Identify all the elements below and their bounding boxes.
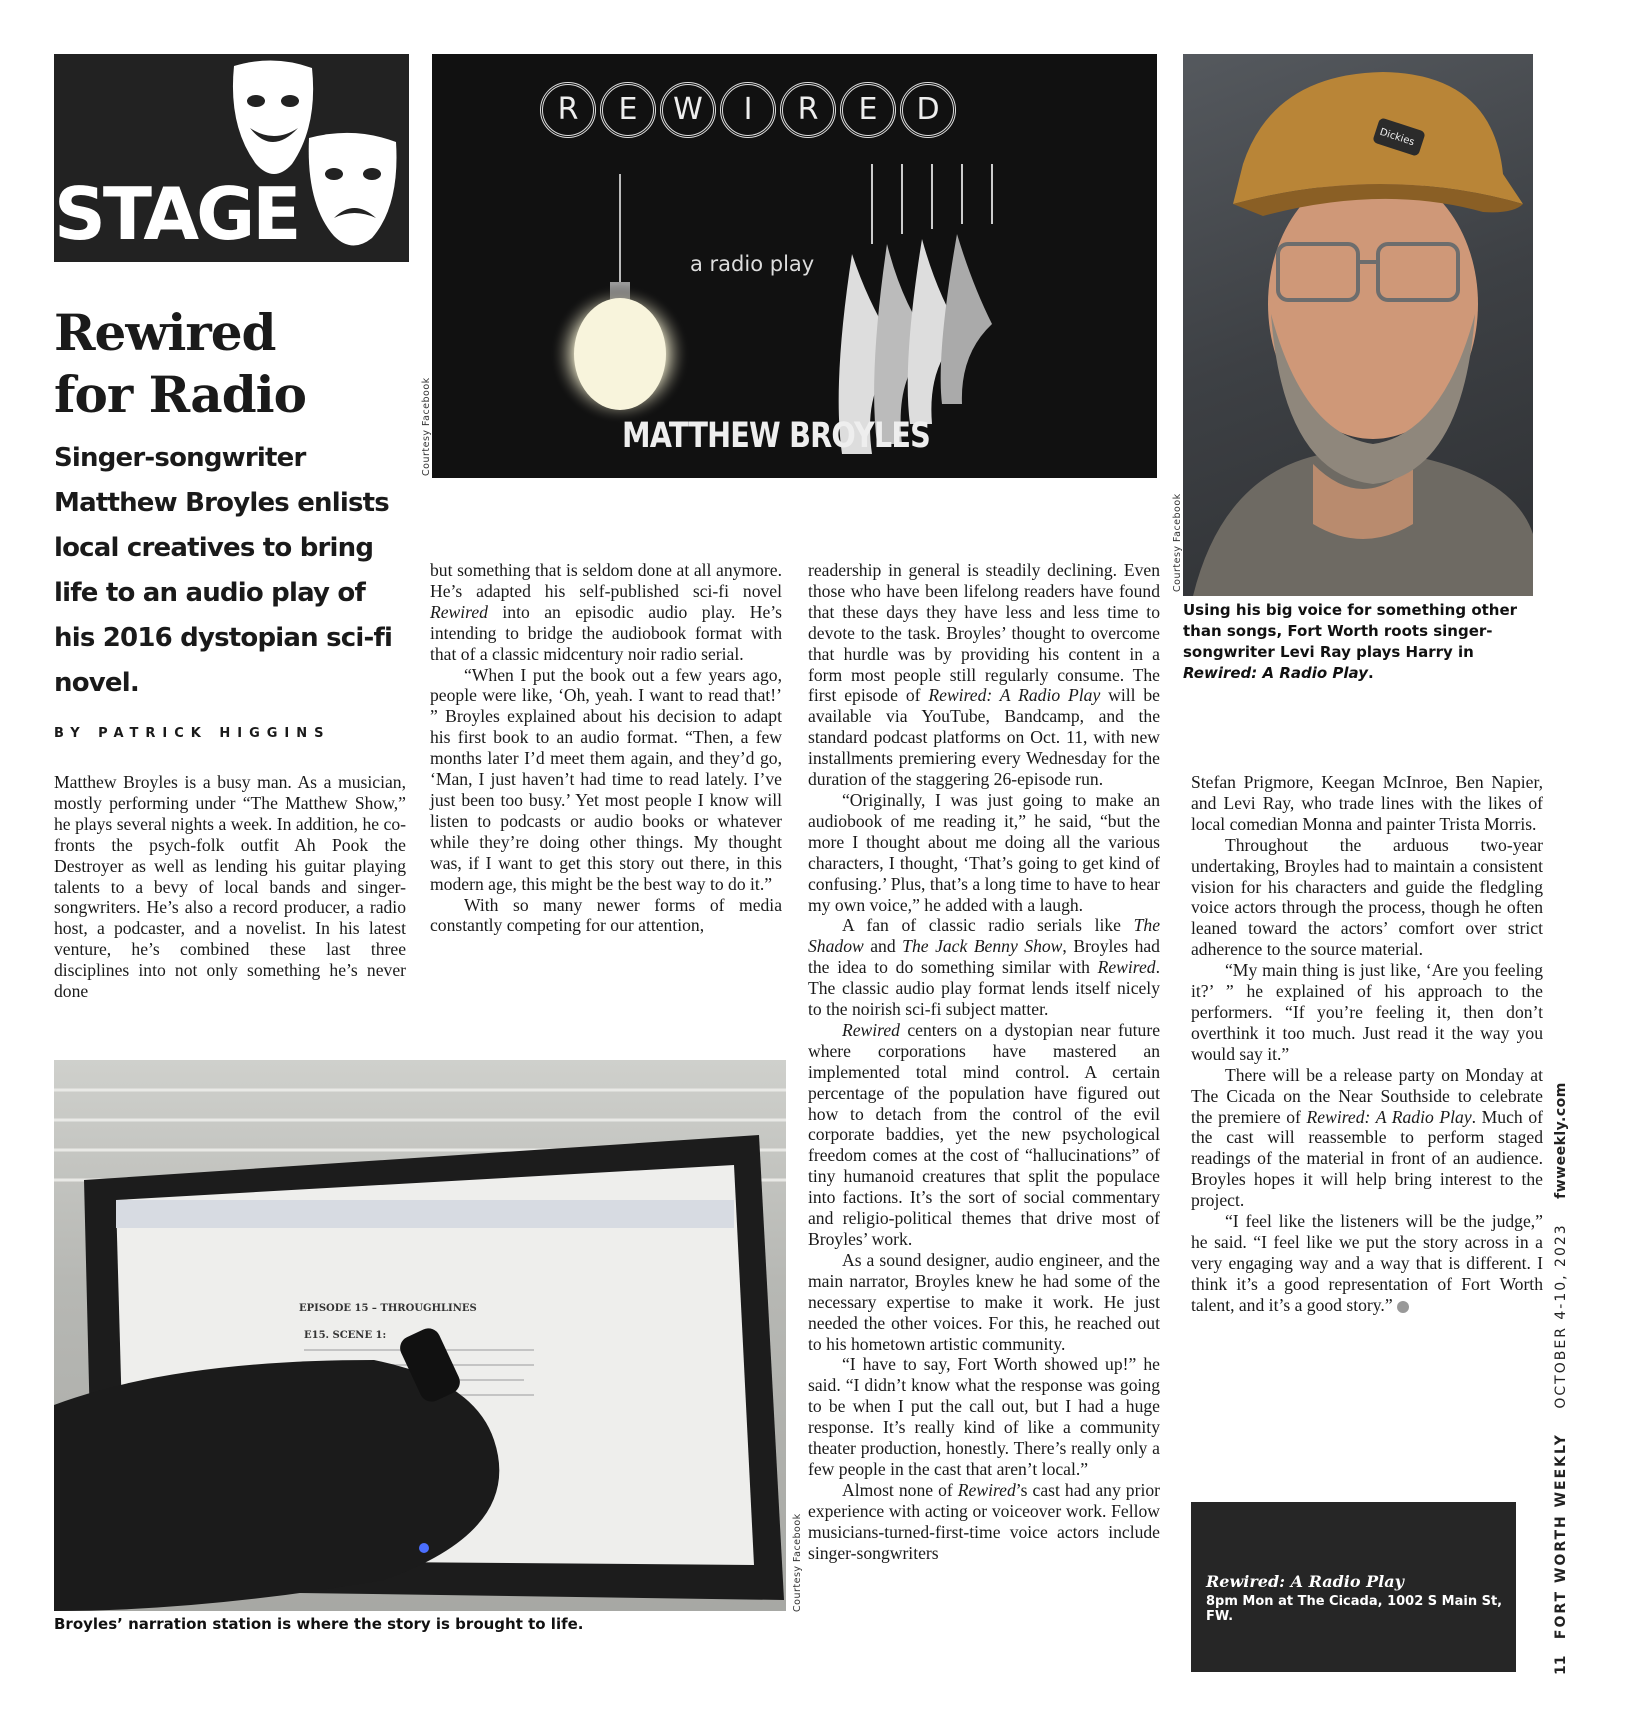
poster-image <box>432 54 1157 478</box>
infobox-details: 8pm Mon at The Cicada, 1002 S Main St, FW. <box>1206 1594 1503 1624</box>
paragraph: Stefan Prigmore, Keegan McInroe, Ben Napier, and Levi Ray, who trade lines with the likes of local comedian Monna and painter Trista Morris. <box>1191 772 1543 834</box>
website-url: fwweekly.com <box>1553 1082 1569 1199</box>
text-run: readership in general is steadily declining. Even those who have been lifelong readers have found that these days they have less and less time to devote to the task. Broyles’ thought to overcome that hurdle was by providing his content in a form most people still regularly consume. The first episode of <box>808 560 1160 706</box>
paragraph: “I have to say, Fort Worth showed up!” he said. “I didn’t know what the response was going to be when I put the call out, but I had a huge response. It’s really kind of like a community theater production, honestly. There’s really only a few people in the cast that aren’t local.” <box>808 1354 1160 1479</box>
poster-letter: W <box>660 82 716 138</box>
portrait-photo <box>1183 54 1533 596</box>
poster-letter: I <box>720 82 776 138</box>
title-run: The Jack Benny Show <box>902 936 1063 957</box>
title-run: Rewired <box>430 601 488 622</box>
paragraph: Matthew Broyles is a busy man. As a musician, mostly performing under “The Matthew Show,” he plays several nights a week. In addition, he co-fronts the psych-folk outfit Ah Pook the Destroyer as well as lending his guitar playing talents to a bevy of local bands and singer-songwriters. He’s also a record producer, a radio host, a podcaster, and a novelist. In his latest venture, he’s combined these last three disciplines into not only something he’s never done <box>54 772 406 1002</box>
text-run: There will be a release party on Monday at The Cicada on the Near Southside to celebrate the premiere of <box>1191 1064 1543 1127</box>
paragraph: “When I put the book out a few years ago, people were like, ‘Oh, yeah. I want to read that!’ ” Broyles explained about his decision to adapt his first book to an audio format. “Then, a few months later I’d meet them again, and they’d go, ‘Man, I just haven’t had time to read lately. I’ve just been too busy.’ Yet most people I know will listen to podcasts or audio books or whatever while they’re doing other things. My thought was, if I want to get this story out there, in this modern age, this might be the best way to do it.” <box>430 664 782 894</box>
poster-letter: R <box>780 82 836 138</box>
headline-line-2: for Radio <box>54 365 307 424</box>
text-run: “I feel like the listeners will be the judge,” he said. “I feel like we put the story across in a very engaging way and a way that is different. I think it’s a good representation of Fort Worth talent, and it’s a good story.” <box>1191 1211 1543 1315</box>
paragraph: Throughout the arduous two-year undertaking, Broyles had to maintain a consistent vision for his characters and guide the fledgling voice actors through the process, though he often leaned toward the actors’ comfort over strict adherence to the source material. <box>1191 834 1543 960</box>
title-run: Rewired <box>842 1019 900 1040</box>
poster-author: MATTHEW BROYLES <box>622 416 931 456</box>
paragraph <box>808 1020 1160 1250</box>
deck: Singer-songwriter Matthew Broyles enlists local creatives to bring life to an audio play of his 2016 dystopian sci-fi novel. <box>54 443 393 698</box>
paragraph: With so many newer forms of media constantly competing for our attention, <box>430 894 782 936</box>
paragraph <box>1191 1065 1543 1211</box>
studio-photo <box>54 1060 786 1611</box>
studio-credit: Courtesy Facebook <box>792 1513 803 1612</box>
poster-letter: E <box>840 82 896 138</box>
issue-date: OCTOBER 4-10, 2023 <box>1553 1223 1569 1409</box>
title-run: Rewired: A Radio Play <box>928 685 1101 706</box>
headline-line-1: Rewired <box>54 303 276 362</box>
byline: BY PATRICK HIGGINS <box>54 726 331 741</box>
screen-scene: E15. SCENE 1: <box>304 1330 387 1341</box>
screen-heading: EPISODE 15 – THROUGHLINES <box>299 1303 477 1314</box>
folio <box>1553 1082 1569 1675</box>
text-run: A fan of classic radio serials like <box>842 915 1134 936</box>
body-column-1 <box>54 772 406 1002</box>
text-run: , Broyles had the idea to do something similar with <box>808 936 1160 978</box>
publication-name: FORT WORTH WEEKLY <box>1553 1433 1569 1640</box>
body-column-2 <box>430 560 782 936</box>
paragraph: “My main thing is just like, ‘Are you feeling it?’ ” he explained of his approach to the performers. “If you’re feeling it, then don’t overthink it too much. Just read it the way you would say it.” <box>1191 960 1543 1064</box>
portrait-caption <box>1183 600 1533 684</box>
text-run: into an episodic audio play. He’s intending to bridge the audiobook format with that of a classic midcentury noir radio serial. <box>430 601 782 664</box>
paragraph <box>808 1480 1160 1564</box>
headline <box>54 302 306 426</box>
body-column-3 <box>808 560 1160 1564</box>
end-mark-icon <box>1397 1301 1409 1313</box>
portrait-caption-text: Using his big voice for something other than songs, Fort Worth roots singer-songwriter Levi Ray plays Harry in <box>1183 601 1518 661</box>
text-run: centers on a dystopian near future where corporations have mastered an implemented total mind control. A certain percentage of the population have figured out how to detach from the control of the evil corporate baddies, yet the new psychological freedom comes at the cost of “hallucinations” of tiny humanoid creatures that split the populace into factions. It’s the sort of social commentary and religio-political themes that drive most of Broyles’ work. <box>808 1019 1160 1249</box>
text-run: ’s cast had any prior experience with acting or voiceover work. Fellow musicians-turned-first-time voice actors include singer-songwriters <box>808 1479 1160 1563</box>
poster-credit: Courtesy Facebook <box>421 377 432 476</box>
poster-letter: D <box>900 82 956 138</box>
infobox-title: Rewired: A Radio Play <box>1206 1572 1404 1591</box>
text-run: . The classic audio play format lends itself nicely to the noirish sci-fi subject matter. <box>808 957 1160 1020</box>
portrait-credit: Courtesy Facebook <box>1172 493 1183 592</box>
poster-subtitle: a radio play <box>690 252 815 276</box>
section-banner <box>54 54 409 262</box>
title-run: Rewired: A Radio Play <box>1306 1106 1472 1127</box>
studio-caption: Broyles’ narration station is where the story is brought to life. <box>54 1615 584 1633</box>
paragraph <box>1191 1211 1543 1316</box>
text-run: but something that is seldom done at all anymore. He’s adapted his self-published sci-fi novel <box>430 560 782 601</box>
paragraph <box>808 915 1160 1020</box>
page-number: 11 <box>1553 1655 1569 1675</box>
paragraph: “Originally, I was just going to make an audiobook of me reading it,” he said, “but the more I thought about me doing all the various characters, I thought, ‘That’s going to get kind of confusing.’ Plus, that’s a long time to have to hear my own voice,” he added with a laugh. <box>808 789 1160 915</box>
title-run: Rewired <box>957 1479 1016 1500</box>
text-run: Almost none of <box>842 1479 958 1500</box>
poster-letter: R <box>540 82 596 138</box>
studio-illustration <box>54 1060 786 1611</box>
portrait-caption-title: Rewired: A Radio Play <box>1183 664 1368 682</box>
paragraph <box>808 560 1160 790</box>
paragraph <box>430 560 782 665</box>
text-run: and <box>863 936 903 957</box>
section-label: STAGE <box>54 172 299 256</box>
text-run: . Much of the cast will reassemble to perform staged readings of the material in front of an audience. Broyles hopes it will help bring interest to the project. <box>1191 1106 1543 1211</box>
title-run: Rewired <box>1097 957 1156 978</box>
poster-letter: E <box>600 82 656 138</box>
event-infobox <box>1191 1502 1516 1672</box>
portrait-caption-end: . <box>1368 664 1374 682</box>
title-run: The Shadow <box>808 915 1160 957</box>
cap-brand-text: Dickies <box>1378 126 1416 149</box>
portrait-illustration <box>1183 54 1533 596</box>
body-column-4 <box>1191 772 1543 1316</box>
text-run: will be available via YouTube, Bandcamp, and the standard podcast platforms on Oct. 11, with new installments premiering every Wednesday for the duration of the staggering 26-episode run. <box>808 685 1160 790</box>
paragraph: As a sound designer, audio engineer, and the main narrator, Broyles knew he had some of the necessary expertise to make it work. He just needed the other voices. For this, he reached out to his hometown artistic community. <box>808 1249 1160 1354</box>
